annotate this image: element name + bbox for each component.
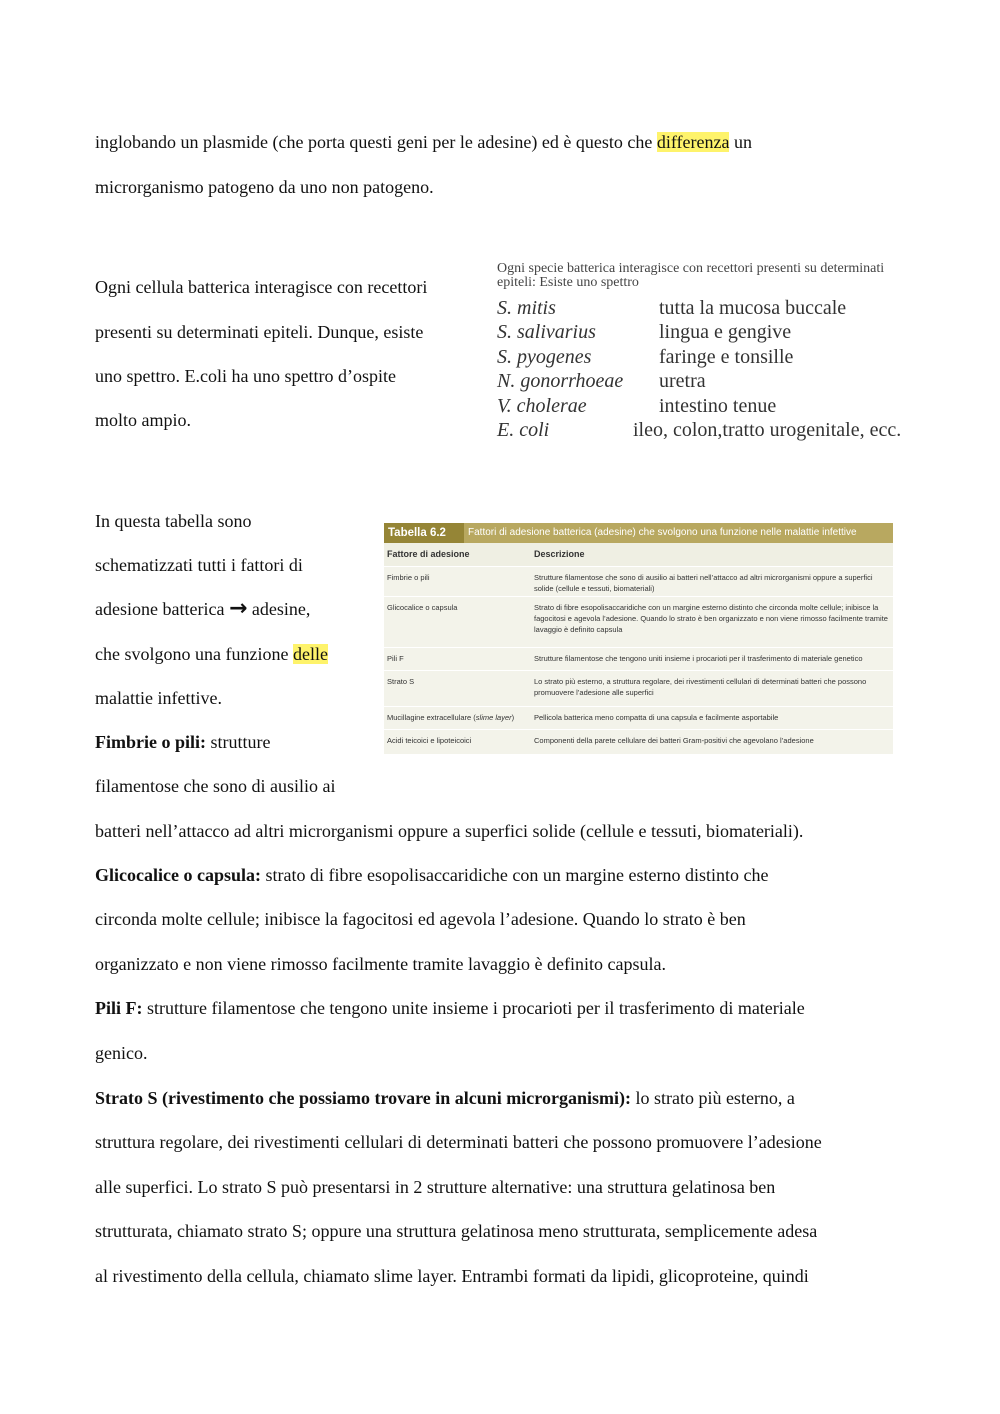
table-cell: Pellicola batterica meno compatta di una capsula e facilmente asportabile bbox=[534, 713, 779, 722]
body-line bbox=[95, 1087, 795, 1109]
body-line: batteri nell’attacco ad altri microrganismi oppure a superfici solide (cellule e tessuti, biomateriali). bbox=[95, 821, 804, 841]
body-line: alle superfici. Lo strato S può presentarsi in 2 strutture alternative: una struttura gelatinosa ben bbox=[95, 1177, 776, 1197]
term-bold: Strato S (rivestimento che possiamo trovare in alcuni microrganismi): bbox=[95, 1088, 631, 1108]
site: intestino tenue bbox=[659, 395, 777, 417]
table-text-line bbox=[95, 643, 328, 665]
table-row bbox=[384, 597, 893, 648]
body-line bbox=[95, 997, 805, 1019]
body-line bbox=[95, 864, 769, 886]
table-row bbox=[384, 648, 893, 671]
table-text-line: In questa tabella sono bbox=[95, 511, 252, 531]
body-line: strutturata, chiamato strato S; oppure una struttura gelatinosa meno strutturata, semplicemente adesa bbox=[95, 1221, 818, 1241]
table-text-line: filamentose che sono di ausilio ai bbox=[95, 776, 336, 796]
species: S. salivarius bbox=[497, 321, 596, 343]
body-line: struttura regolare, dei rivestimenti cellulari di determinati batteri che possono promuovere l’adesione bbox=[95, 1132, 822, 1152]
highlighted-word: differenza bbox=[656, 132, 730, 152]
term-bold: Pili F: bbox=[95, 998, 143, 1018]
table-cell: Strato S bbox=[387, 677, 415, 686]
table-number: Tabella 6.2 bbox=[384, 523, 464, 543]
text-italic: slime layer bbox=[475, 713, 512, 722]
spectrum-text-line: uno spettro. E.coli ha uno spettro d’ospite bbox=[95, 366, 396, 386]
body-line: al rivestimento della cellula, chiamato slime layer. Entrambi formati da lipidi, glicoproteine, quindi bbox=[95, 1266, 809, 1286]
body-line: circonda molte cellule; inibisce la fagocitosi ed agevola l’adesione. Quando lo strato è ben bbox=[95, 909, 746, 929]
table-text-line: malattie infettive. bbox=[95, 688, 222, 708]
column-header: Descrizione bbox=[534, 549, 585, 559]
text: strutture filamentose che tengono unite insieme i procarioti per il trasferimento di materiale bbox=[142, 998, 805, 1018]
table-cell: Glicocalice o capsula bbox=[387, 603, 458, 612]
table-row bbox=[384, 730, 893, 754]
table-cell: Strato di fibre esopolisaccaridiche con un margine esterno distinto che circonda molte cellule; inibisce la fagocitosi e agevola l’adesione. Quando lo strato è ben organizzato e non viene rimosso facilmente tramite lavaggio è definito capsula bbox=[534, 603, 888, 634]
table-cell: Fimbrie o pili bbox=[387, 573, 430, 582]
table-title: Fattori di adesione batterica (adesine) che svolgono una funzione nelle malattie infettive bbox=[468, 527, 857, 538]
intro-line-2: microrganismo patogeno da uno non patogeno. bbox=[95, 177, 434, 197]
site: uretra bbox=[659, 370, 706, 392]
text: che svolgono una funzione bbox=[95, 644, 293, 664]
table-text-line bbox=[95, 731, 271, 753]
table-header-bar bbox=[384, 523, 893, 543]
text: inglobando un plasmide (che porta questi geni per le adesine) ed è questo che bbox=[95, 132, 657, 152]
adhesion-factors-table bbox=[384, 523, 893, 777]
site: faringe e tonsille bbox=[659, 346, 794, 368]
table-text-line bbox=[95, 598, 310, 620]
text: lo strato più esterno, a bbox=[630, 1088, 795, 1108]
spectrum-text-line: Ogni cellula batterica interagisce con recettori bbox=[95, 277, 428, 297]
table-cell: Strutture filamentose che tengono uniti insieme i procarioti per il trasferimento di materiale genetico bbox=[534, 654, 863, 663]
species: S. pyogenes bbox=[497, 346, 592, 368]
site: tutta la mucosa buccale bbox=[659, 297, 847, 319]
table-cell: Acidi teicoici e lipoteicoici bbox=[387, 736, 472, 745]
table-text-line: schematizzati tutti i fattori di bbox=[95, 555, 303, 575]
table-cell: Lo strato più esterno, a struttura regolare, dei rivestimenti cellulari di determinati batteri che possono promuovere l’adesione alle superfici bbox=[534, 677, 867, 697]
text: un bbox=[729, 132, 752, 152]
species: E. coli bbox=[497, 419, 550, 441]
text: adesine, bbox=[247, 599, 311, 619]
text: strutture bbox=[206, 732, 271, 752]
arrow-right-icon: → bbox=[228, 596, 248, 621]
species: V. cholerae bbox=[497, 395, 587, 417]
table-row bbox=[384, 707, 893, 730]
spectrum-figure bbox=[497, 261, 902, 444]
spectrum-text-line: molto ampio. bbox=[95, 410, 191, 430]
column-header: Fattore di adesione bbox=[387, 549, 470, 559]
term-bold: Fimbrie o pili: bbox=[95, 732, 206, 752]
body-line: organizzato e non viene rimosso facilmente tramite lavaggio è definito capsula. bbox=[95, 954, 666, 974]
table-cell: Componenti della parete cellulare dei batteri Gram-positivi che agevolano l’adesione bbox=[534, 736, 814, 745]
term-bold: Glicocalice o capsula: bbox=[95, 865, 261, 885]
table-row bbox=[384, 671, 893, 707]
spectrum-caption: Ogni specie batterica interagisce con recettori presenti su determinati epiteli: Esiste uno spettro bbox=[497, 261, 885, 290]
table-cell bbox=[384, 707, 534, 729]
highlighted-word: delle bbox=[292, 644, 328, 664]
species: S. mitis bbox=[497, 297, 556, 319]
text: strato di fibre esopolisaccaridiche con un margine esterno distinto che bbox=[260, 865, 769, 885]
species: N. gonorrhoeae bbox=[497, 370, 624, 392]
table-column-headers bbox=[384, 543, 893, 567]
site: lingua e gengive bbox=[659, 321, 792, 343]
table-row bbox=[384, 567, 893, 597]
intro-line-1 bbox=[95, 131, 752, 153]
spectrum-text-line: presenti su determinati epiteli. Dunque, esiste bbox=[95, 322, 424, 342]
table-cell: Pili F bbox=[387, 654, 404, 663]
text: adesione batterica bbox=[95, 599, 229, 619]
table-cell: Strutture filamentose che sono di ausilio ai batteri nell’attacco ad altri microrganismi oppure a superfici solide (cellule e tessuti, biomateriali) bbox=[534, 573, 873, 593]
text: ) bbox=[511, 713, 515, 722]
body-line: genico. bbox=[95, 1043, 148, 1063]
site: ileo, colon,tratto urogenitale, ecc. bbox=[633, 419, 902, 441]
text: Mucillagine extracellulare ( bbox=[387, 713, 476, 722]
